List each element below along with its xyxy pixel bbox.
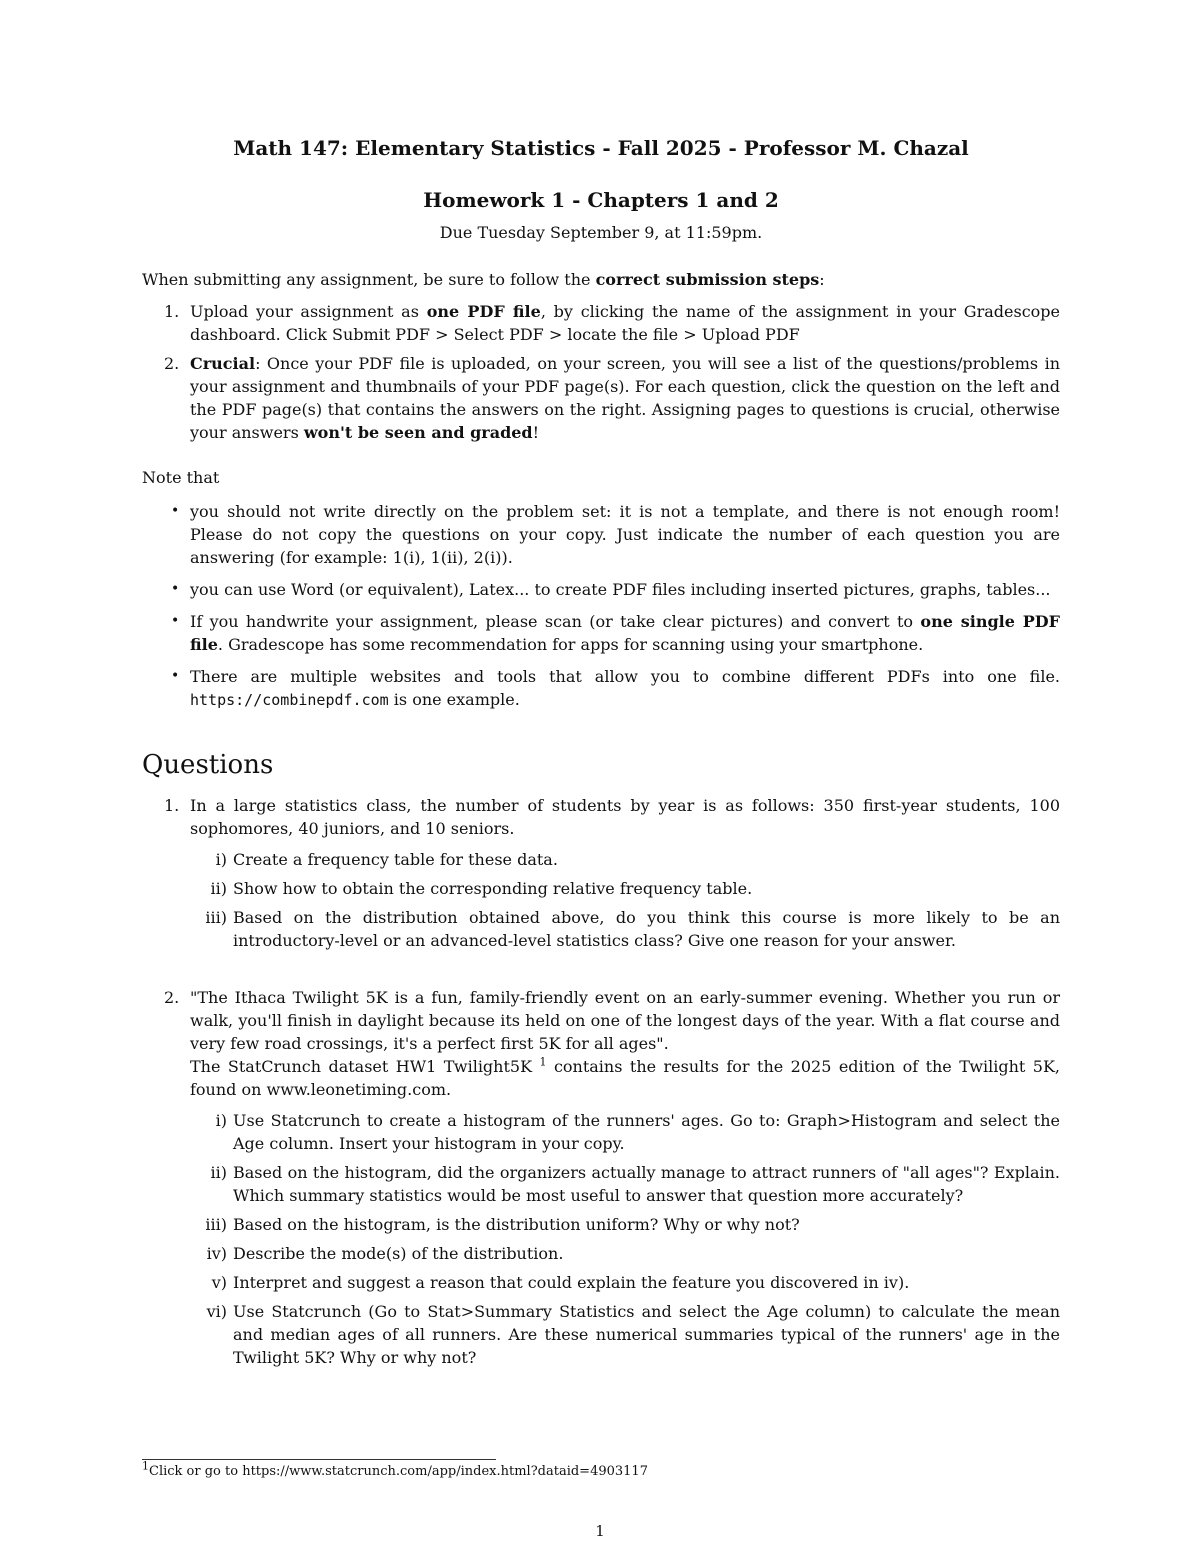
footnote-marker: 1 [539,1055,547,1069]
question-2-parts [190,1109,1060,1369]
question-part: v) Interpret and suggest a reason that could explain the feature you discovered in iv). [211,1273,910,1292]
footnote-link[interactable]: Click or go to https://www.statcrunch.com/app/index.html?dataid=4903117 [149,1464,648,1479]
homework-subtitle: Homework 1 - Chapters 1 and 2 [423,188,779,212]
question-part: iii) Based on the distribution obtained above, do you think this course is more likely to be an introductory-level or an advanced-level statistics class? Give one reason for your answer. [205,908,1060,950]
question-part: ii) Show how to obtain the corresponding relative frequency table. [210,879,753,898]
submission-steps [142,300,1060,444]
bullet-item: • you can use Word (or equivalent), Latex... to create PDF files including inserted pictures, graphs, tables... [171,580,1051,599]
question-list [142,794,1060,1369]
note-bullets [142,500,1060,712]
bullet-icon: • [171,668,180,684]
question-1: 1. In a large statistics class, the number of students by year is as follows: 350 first-year students, 100 sophomores, 40 juniors, and 10 seniors. i) Create a frequency table for these data. ii) Show how to obtain the corresponding relative frequency table. iii) Based on the distribution obtained above, do you think this course is more likely to be an introductory-level or an advanced-level statistics class? Give one reason for your answer. [164,796,1060,950]
question-part: i) Use Statcrunch to create a histogram of the runners' ages. Go to: Graph>Histogram and select the Age column. Insert your histogram in your copy. [215,1111,1060,1153]
intro-paragraph: When submitting any assignment, be sure to follow the correct submission steps: [142,270,825,289]
bullet-item: • There are multiple websites and tools that allow you to combine different PDFs into one file. https://combinepdf.com is one example. [171,667,1060,709]
question-2: 2. "The Ithaca Twilight 5K is a fun, family-friendly event on an early-summer evening. Whether you run or walk, you'll finish in daylight because its held on one of the longest days of the year. With a flat course and very few road crossings, it's a perfect first 5K for all ages". The StatCrunch dataset HW1 Twilight5K $^1$ contains the results for the 2025 edition of the Twilight 5K, found on www.leonetiming.com. i) Use Statcrunch to create a histogram of the runners' ages. Go to: Graph>Histogram and select the Age column. Insert your histogram in your copy. ii) Based on the histogram, did the organizers actually manage to attract runners of "all ages"? Explain. Which summary statistics would be most useful to answer that question more accurately? iii) Based on the histogram, is the distribution uniform? Why or why not? iv) Describe the mode(s) of the distribution. v) Interpret and suggest a reason that could explain the feature you discovered in iv). vi) Use Statcrunch (Go to Stat>Summary Statistics and select the Age column) to calculate the mean and median ages of all runners. Are these numerical summaries typical of the runners' age in the Twilight 5K? Why or why not? [164,988,1061,1367]
bullet-icon: • [171,581,180,597]
question-part: ii) Based on the histogram, did the organizers actually manage to attract runners of "all ages"? Explain. Which summary statistics would be most useful to answer that question more accurately? [210,1163,1060,1205]
questions-heading: Questions [142,750,274,780]
question-part: i) Create a frequency table for these data. [215,850,558,869]
step-item: 2. Crucial: Once your PDF file is uploaded, on your screen, you will see a list of the questions/problems in your assignment and thumbnails of your PDF page(s). For each question, click the question on the left and the PDF page(s) that contains the answers on the right. Assigning pages to questions is crucial, otherwise your answers won't be seen and graded! [164,354,1060,442]
due-date: Due Tuesday September 9, at 11:59pm. [439,223,763,242]
footnote [142,1459,648,1481]
question-part: iii) Based on the histogram, is the distribution uniform? Why or why not? [205,1215,800,1234]
bullet-item: • you should not write directly on the problem set: it is not a template, and there is not enough room! Please do not copy the questions on your copy. Just indicate the number of each question you are answering (for example: 1(i), 1(ii), 2(i)). [171,502,1060,567]
question-part: iv) Describe the mode(s) of the distribution. [206,1244,564,1263]
question-1-parts [190,848,1060,952]
bullet-item: • If you handwrite your assignment, please scan (or take clear pictures) and convert to one single PDF file. Gradescope has some recommendation for apps for scanning using your smartphone. [171,612,1061,654]
combinepdf-link[interactable]: https://combinepdf.com [190,691,389,709]
footnote-mark: 1 [142,1459,149,1473]
document-title: Math 147: Elementary Statistics - Fall 2025 - Professor M. Chazal [233,136,969,160]
question-part: vi) Use Statcrunch (Go to Stat>Summary Statistics and select the Age column) to calculate the mean and median ages of all runners. Are these numerical summaries typical of the runners' age in the Twilight 5K? Why or why not? [206,1302,1060,1367]
bullet-icon: • [171,613,180,629]
document-page [142,133,1060,1375]
page-number: 1 [595,1522,605,1540]
step-item: 1. Upload your assignment as one PDF file, by clicking the name of the assignment in your Gradescope dashboard. Click Submit PDF > Select PDF > locate the file > Upload PDF [164,302,1061,344]
bullet-icon: • [171,503,180,519]
note-label: Note that [142,468,220,487]
footnote-divider [142,1459,496,1460]
